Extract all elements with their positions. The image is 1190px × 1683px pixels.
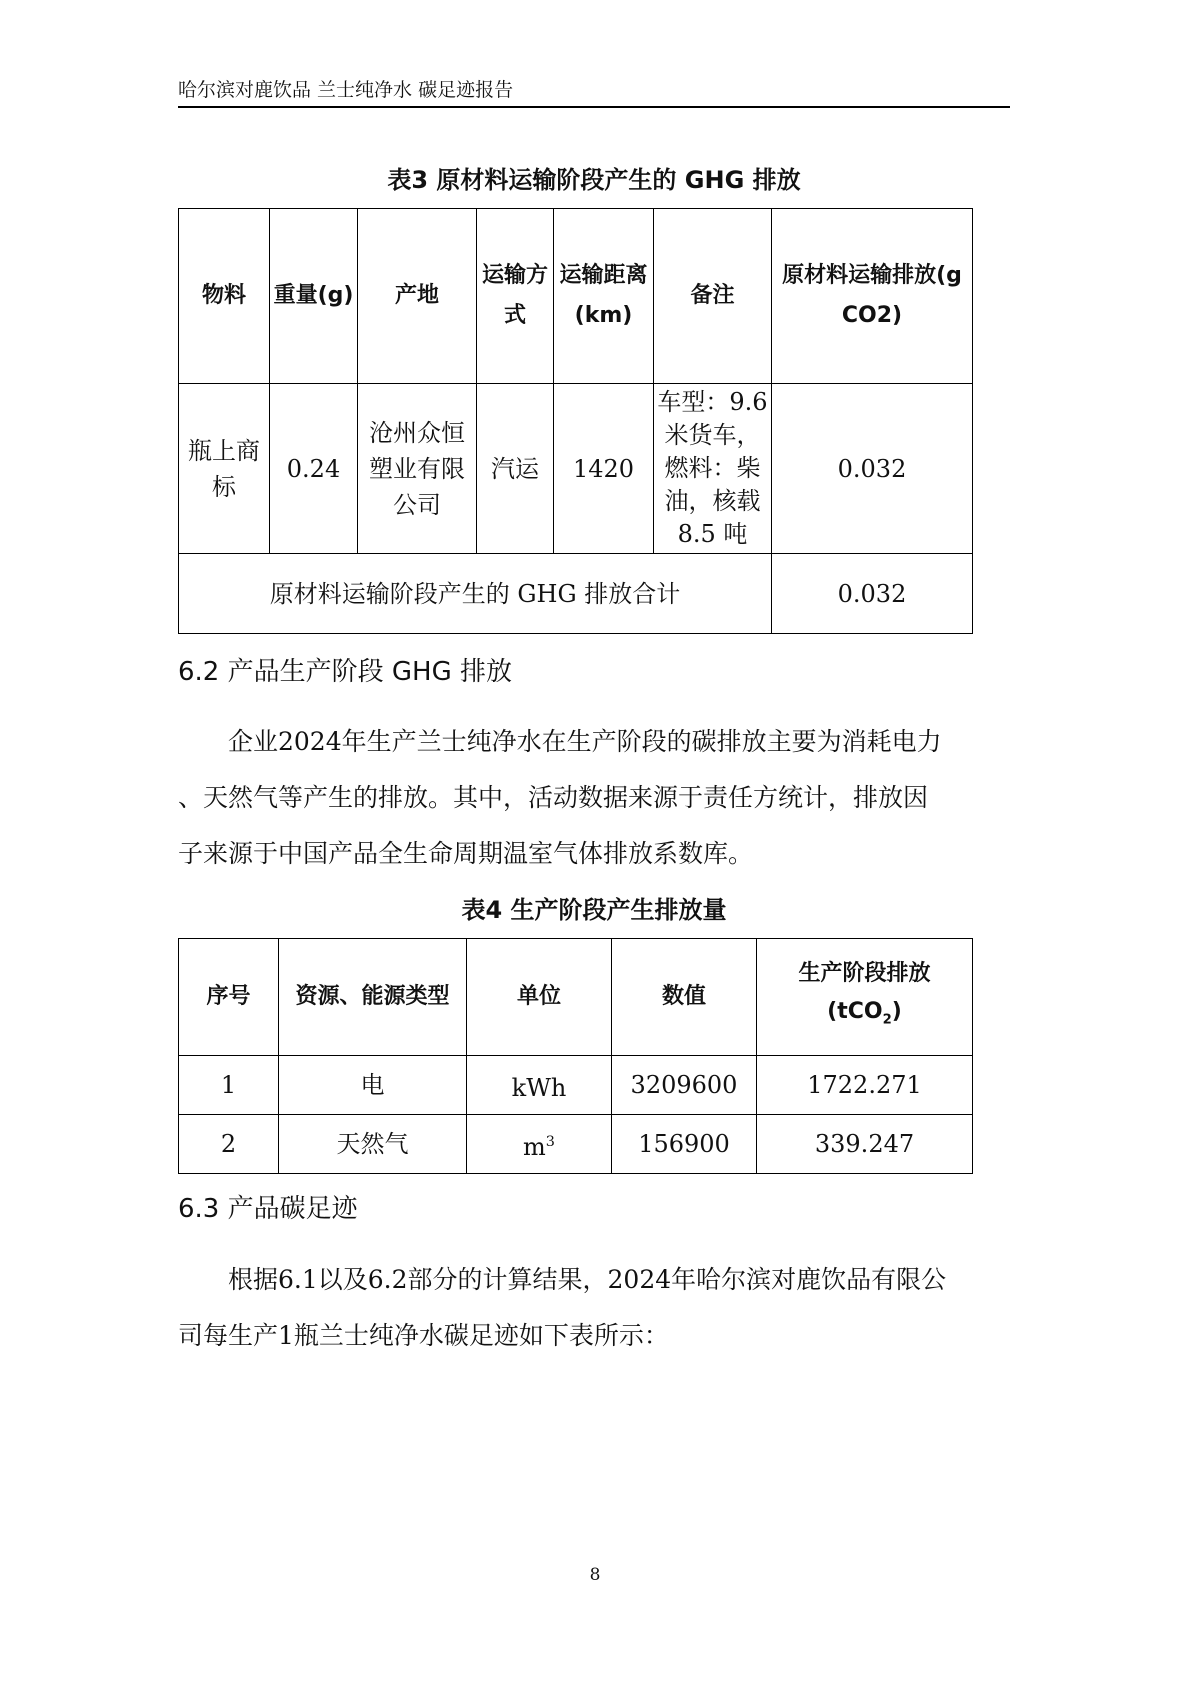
unit-text: kWh	[511, 1073, 567, 1102]
emission-unit	[759, 993, 970, 1039]
cell-type: 电	[279, 1056, 467, 1115]
header-transport: 运输方式	[477, 209, 554, 384]
total-label: 原材料运输阶段产生的 GHG 排放合计	[179, 554, 772, 634]
emission-unit-sub: 2	[882, 1012, 892, 1028]
page-header	[178, 76, 1010, 108]
header-production-emission	[757, 939, 973, 1056]
table-row	[179, 1056, 973, 1115]
header-material: 物料	[179, 209, 270, 384]
table3-header-row	[179, 209, 973, 384]
header-note: 备注	[654, 209, 772, 384]
table4-header-row	[179, 939, 973, 1056]
table-row	[179, 384, 973, 554]
cell-value: 3209600	[612, 1056, 757, 1115]
section-6-2-heading: 6.2 产品生产阶段 GHG 排放	[178, 657, 512, 687]
table3-total-row	[179, 554, 973, 634]
header-title: 哈尔滨对鹿饮品 兰士纯净水 碳足迹报告	[178, 79, 514, 101]
table4-caption: 表4 生产阶段产生排放量	[461, 896, 727, 924]
paragraph-line: 根据6.1以及6.2部分的计算结果，2024年哈尔滨对鹿饮品有限公	[228, 1265, 947, 1294]
unit-text: m	[523, 1132, 546, 1161]
header-origin: 产地	[358, 209, 477, 384]
cell-distance: 1420	[554, 384, 654, 554]
cell-no: 2	[179, 1115, 279, 1174]
emission-unit-post: )	[891, 998, 902, 1024]
table4	[178, 938, 973, 1174]
table3-caption: 表3 原材料运输阶段产生的 GHG 排放	[387, 166, 801, 194]
cell-weight: 0.24	[270, 384, 358, 554]
cell-emission: 339.247	[757, 1115, 973, 1174]
unit-sup: 3	[545, 1133, 555, 1150]
paragraph-line: 企业2024年生产兰士纯净水在生产阶段的碳排放主要为消耗电力	[228, 727, 942, 756]
paragraph-line: 司每生产1瓶兰士纯净水碳足迹如下表所示：	[178, 1321, 669, 1350]
cell-origin: 沧州众恒塑业有限公司	[358, 384, 477, 554]
table3	[178, 208, 973, 634]
header-unit: 单位	[467, 939, 612, 1056]
table-row	[179, 1115, 973, 1174]
page-number: 8	[589, 1565, 601, 1585]
paragraph-line: 、天然气等产生的排放。其中，活动数据来源于责任方统计，排放因	[178, 783, 929, 812]
cell-no: 1	[179, 1056, 279, 1115]
cell-emission: 1722.271	[757, 1056, 973, 1115]
cell-type: 天然气	[279, 1115, 467, 1174]
header-emission: 原材料运输排放(g CO2)	[772, 209, 973, 384]
cell-unit	[467, 1056, 612, 1115]
cell-emission: 0.032	[772, 384, 973, 554]
header-weight: 重量(g)	[270, 209, 358, 384]
emission-label: 生产阶段排放	[798, 960, 931, 986]
header-value: 数值	[612, 939, 757, 1056]
section-6-3-heading: 6.3 产品碳足迹	[178, 1194, 358, 1224]
emission-unit-pre: (tCO	[827, 998, 883, 1024]
header-no: 序号	[179, 939, 279, 1056]
paragraph-production	[178, 714, 1010, 882]
cell-unit	[467, 1115, 612, 1174]
paragraph-line: 子来源于中国产品全生命周期温室气体排放系数库。	[178, 839, 754, 868]
total-value: 0.032	[772, 554, 973, 634]
cell-value: 156900	[612, 1115, 757, 1174]
cell-note: 车型：9.6米货车，燃料：柴油，核载8.5 吨	[654, 384, 772, 554]
paragraph-carbon-footprint	[178, 1252, 1010, 1364]
cell-material: 瓶上商标	[179, 384, 270, 554]
header-distance: 运输距离(km)	[554, 209, 654, 384]
header-type: 资源、能源类型	[279, 939, 467, 1056]
cell-transport: 汽运	[477, 384, 554, 554]
